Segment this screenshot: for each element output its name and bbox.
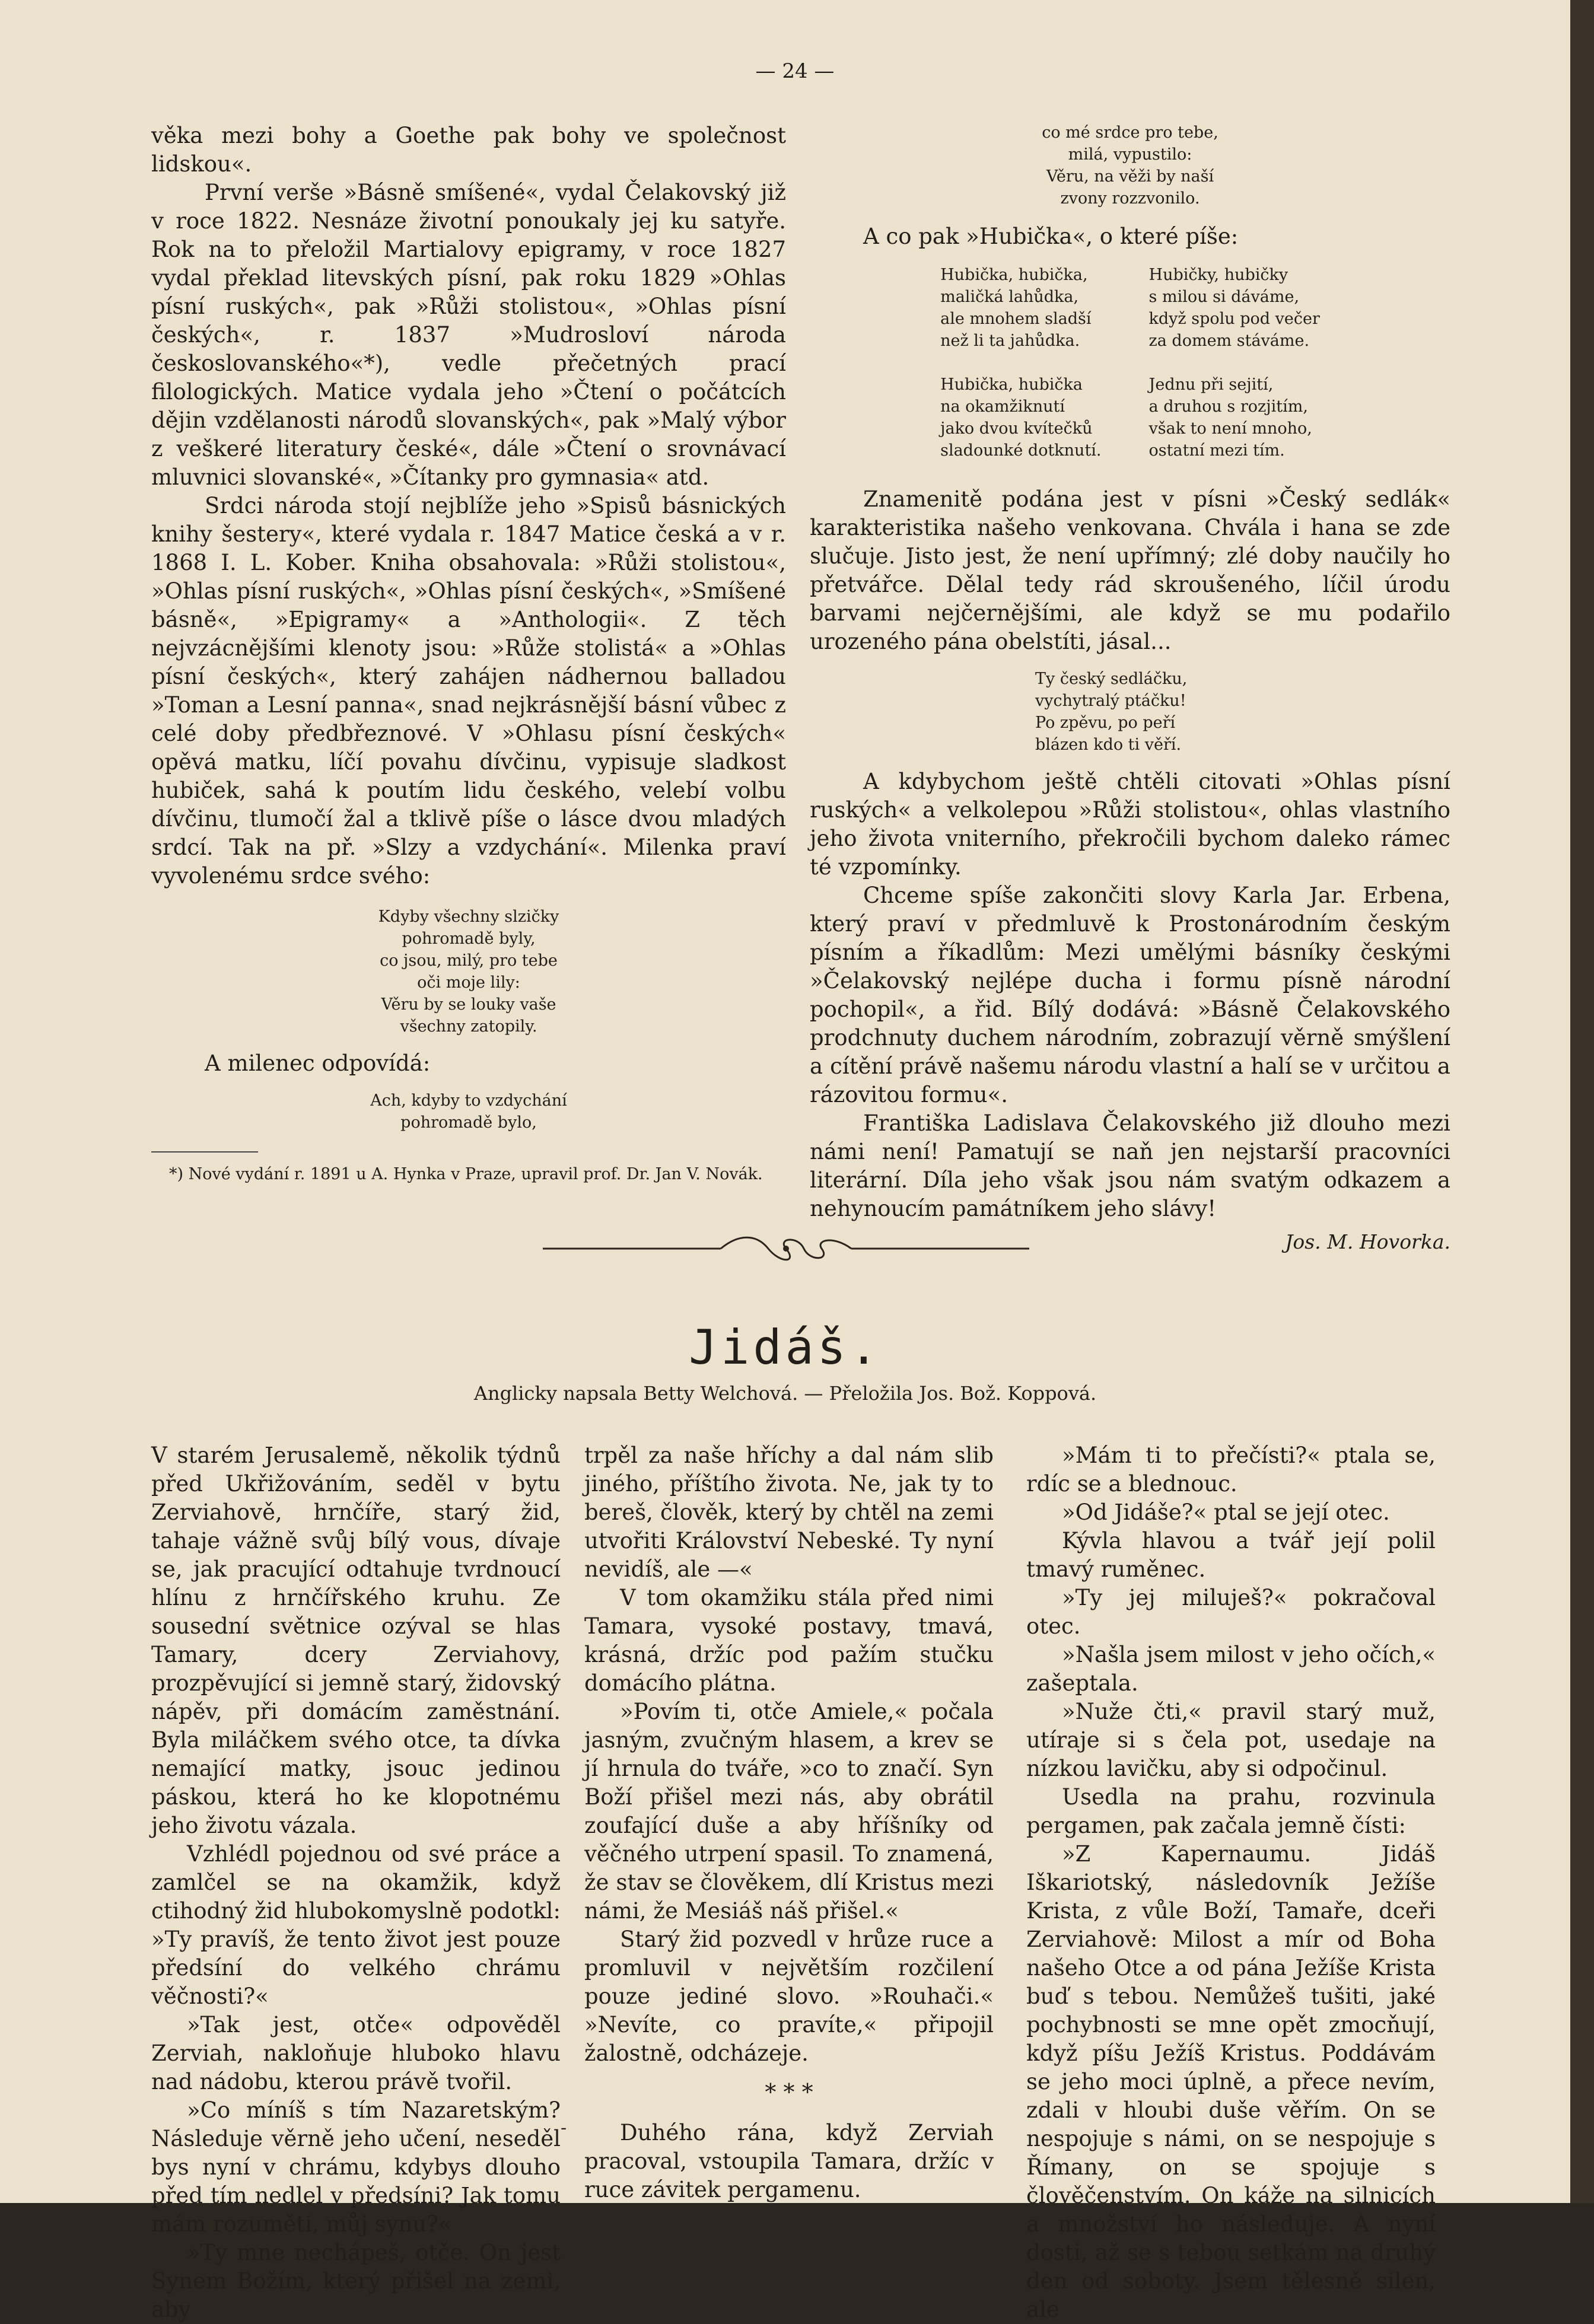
page-number: — 24 — [755,59,835,83]
poem-srdce [810,122,1450,209]
paragraph: Znamenitě podána jest v písni »Český sedlák« karakteristika našeho venkovana. Chvála i hana se zde slučuje. Jisto jest, že není upřímný; zlé doby naučily ho přetvářce. Dělal tedy rád skroušeného, líčil úrodu barvami nejčernějšími, ale když se mu podařilo urozeného pána obelstíti, jásal... [810,486,1450,654]
verse-line: s milou si dáváme, [1148,288,1300,306]
footnote: *) Nové vydání r. 1891 u A. Hynka v Praze, upravil prof. Dr. Jan V. Novák. [169,1165,763,1183]
author-signature: Jos. M. Hovorka. [1285,1230,1450,1253]
verse-line: milá, vypustilo: [1068,145,1192,164]
paragraph: »Nuže čti,« pravil starý muž, utíraje si s čela pot, usedaje na nízkou lavičku, aby si odpočinul. [1026,1699,1436,1781]
paragraph: »Od Jidáše?« ptal se její otec. [1062,1500,1390,1525]
paragraph: trpěl za naše hříchy a dal nám slib jiného, příštího života. Ne, jak ty to bereš, člověk, který by chtěl na zemi utvořiti Království Nebeské. Ty nyní nevidíš, ale —« [584,1443,994,1582]
paragraph: »Našla jsem milost v jeho očích,« zašeptala. [1026,1642,1436,1696]
verse-line: však to není mnoho, [1148,419,1312,438]
verse-line: ostatní mezi tím. [1148,441,1285,460]
paragraph: »Tak jest, otče« odpověděl Zerviah, nakloňuje hluboko hlavu nad nádobu, kterou právě tvořil. [151,2012,561,2094]
verse-line: co mé srdce pro tebe, [1042,123,1218,142]
paragraph: »Ty jej miluješ?« pokračoval otec. [1026,1585,1436,1639]
footnote-rule [151,1151,258,1153]
verse-line: oči moje lily: [417,973,520,992]
verse-line: sladounké dotknutí. [940,441,1102,460]
verse-line: maličká lahůdka, [940,288,1079,306]
paragraph: »Co míníš s tím Nazaretským? Následuje věrně jeho učení, neseděl bys nyní v chrámu, kdybys dlouho před tím nedlel v předsíni? Jak tomu mám rozuměti, můj synu?« [151,2097,561,2237]
verse-line: Ty český sedláčku, [1035,670,1188,688]
poem-hubicka-left [940,264,1101,461]
section-stars: * * * [765,2079,813,2105]
verse-line: jako dvou kvítečků [940,419,1093,438]
poem-slzy [151,906,786,1037]
paragraph: V starém Jerusalemě, několik týdnů před Ukřižováním, seděl v bytu Zerviahově, hrnčíře, starý žid, tahaje vážně svůj bílý vous, dívaje se, jak pracující odtahuje tvrdnoucí hlínu z hrnčířského kruhu. Ze sousední světnice ozýval se hlas Tamary, dcery Zerviahovy, prozpěvující si jemně starý, židovský nápěv, při domácím zaměstnání. Byla miláčkem svého otce, ta dívka nemající matky, jsouc jedinou páskou, která ho ke klopotnému jeho životu vázala. [151,1443,561,1838]
stanza-gap [1149,352,1320,374]
ornament-divider [543,1231,1029,1266]
paragraph: Starý žid pozvedl v hrůze ruce a promluvil v největším rozčilení pouze jediné slovo. »Rouhači.« »Nevíte, co pravíte,« připojil žalostně, odcházeje. [584,1927,994,2066]
poem-sedlak [1035,668,1450,756]
paragraph: Chceme spíše zakončiti slovy Karla Jar. Erbena, který praví v předmluvě k Prostonárodním českým písním a říkadlům: Mezi umělými básníky českými »Čelakovský nejlépe ducha i formu písně národní pochopil«, a řid. Bílý dodává: »Básně Čelakovského prodchnuty duchem národním, zobrazují věrně smýšlení a cítění právě našemu národu vlastní a halí se v určitou a rázovitou formu«. [810,883,1450,1107]
right-column [810,122,1450,1256]
verse-line: Jednu při sejití, [1148,375,1274,394]
story-byline: Anglicky napsala Betty Welchová. — Přeložila Jos. Bož. Koppová. [473,1382,1097,1405]
story-title: Jidáš. [689,1320,882,1375]
verse-line: za domem stáváme. [1148,332,1310,350]
paragraph: »Mám ti to přečísti?« ptala se, rdíc se a blednouc. [1026,1443,1436,1497]
paragraph: věka mezi bohy a Goethe pak bohy ve společnost lidskou«. [151,123,786,177]
paragraph: »Povím ti, otče Amiele,« počala jasným, zvučným hlasem, a krev se jí hrnula do tváře, »co to značí. Syn Boží přišel mezi nás, aby obrátil zoufající duše a aby hříšníky od věčného utrpení spasil. To znamená, že stav se člověkem, dlí Kristus mezi námi, že Mesiáš náš přišel.« [584,1699,994,1924]
paragraph: »Z Kapernaumu. Jidáš Iškariotský, následovník Ježíše Krista, z vůle Boží, Tamaře, dceři Zerviahově: Milost a mír od Boha našeho Otce a od pána Ježíše Krista buď s tebou. Nemůžeš tušiti, jaké pochybnosti se mne opět zmocňují, když píšu Ježíš Kristus. Poddávám se jeho moci úplně, a přece nevím, zdali v hloubi duše věřím. On se nespojuje s námi, on se nespojuje s Římany, on se spojuje s člověčenstvím. On káže na silnicích a množství ho následuje. A nyní dosti, až se s tebou setkám na druhý den od soboty. Jsem tělesně silen, ale [1026,1841,1436,2322]
verse-line: všechny zatopily. [400,1017,537,1036]
paragraph: První verše »Básně smíšené«, vydal Čelakovský již v roce 1822. Nesnáze životní ponoukaly jej ku satyře. Rok na to přeložil Martialovy epigramy, v roce 1827 vydal překlad litevských písní, pak roku 1829 »Ohlas písní ruských«, pak »Růži stolistou«, »Ohlas písní českých«, r. 1837 »Mudrosloví národa českoslovanského«*), vedle přečetných prací filologických. Matice vydala jeho »Čtení o počátcích dějin vzdělanosti národů slovanských«, pak »Malý výbor z veškeré literatury české«, dále »Čtení o srovnávací mluvnici slovanské«, »Čítanky pro gymnasia« atd. [151,180,786,490]
verse-line: co jsou, milý, pro tebe [380,951,558,970]
paragraph: Kývla hlavou a tvář její polil tmavý ruměnec. [1026,1528,1436,1582]
verse-line: pohromadě bylo, [400,1113,537,1132]
verse-line: než li ta jahůdka. [940,332,1080,350]
bottom-mark: - [561,2118,567,2138]
paragraph: Vzhlédl pojednou od své práce a zamlčel se na okamžik, když ctihodný žid hlubokomyslně podotkl: »Ty pravíš, že tento život jest pouze předsíní do velkého chrámu věčnosti?« [151,1841,561,2009]
left-column [151,122,786,1185]
verse-line: blázen kdo ti věří. [1035,736,1182,754]
verse-line: Věru, na věži by naší [1046,167,1214,186]
verse-line: když spolu pod večer [1148,310,1320,328]
verse-line: na okamžiknutí [940,397,1065,416]
verse-line: Věru by se louky vaše [381,995,556,1014]
paragraph: Duhého rána, když Zerviah pracoval, vstoupila Tamara, držíc v ruce závitek pergamenu. [584,2120,994,2202]
verse-line: Hubička, hubička, [940,266,1088,284]
story-column-3 [1026,1441,1436,2324]
paragraph: Srdci národa stojí nejblíže jeho »Spisů básnických knihy šestery«, které vydala r. 1847 Matice česká a v r. 1868 I. L. Kober. Kniha obsahovala: »Růži stolistou«, »Ohlas písní ruských«, »Ohlas písní českých«, »Smíšené básně«, »Epigramy« a »Anthologii«. Z těch nejvzácnějšími klenoty jsou: »Růže stolistá« a »Ohlas písní českých«, který zahájen nádhernou balladou »Toman a Lesní panna«, snad nejkrásnější básní vůbec z celé doby předbřeznové. V »Ohlasu písní českých« opěvá matku, líčí povahu dívčinu, vypisuje sladkost hubiček, sahá k poutím lidu českého, velebí volbu dívčinu, tlumočí žal a tklivě píše o lásce dvou mladých srdcí. Tak na př. »Slzy a vzdychání«. Milenka praví vyvolenému srdce svého: [151,493,786,889]
paragraph: V tom okamžiku stála před nimi Tamara, vysoké postavy, tmavá, krásná, držíc pod pažím stučku domácího plátna. [584,1585,994,1696]
page-edge [1570,0,1594,2203]
verse-line: Hubičky, hubičky [1148,266,1288,284]
paragraph: A co pak »Hubička«, o které píše: [863,224,1239,249]
poem-hubicka-right [1149,264,1320,461]
stanza-gap [940,352,1101,374]
poem-hubicka [810,264,1450,461]
verse-line: a druhou s rozjitím, [1148,397,1308,416]
paragraph: »Ty mne nechápeš, otče. On jest Synem Božím, který přišel na zemi, aby [151,2240,561,2322]
paragraph: A milenec odpovídá: [205,1050,431,1076]
verse-line: ale mnohem sladší [940,310,1092,328]
verse-line: Hubička, hubička [940,375,1083,394]
paragraph: A kdybychom ještě chtěli citovati »Ohlas písní ruských« a velkolepou »Růži stolistou«, ohlas vlastního jeho života vniterního, překročili bychom daleko rámec té vzpomínky. [810,769,1450,880]
verse-line: vychytralý ptáčku! [1035,692,1186,710]
verse-line: Ach, kdyby to vzdychání [370,1091,567,1110]
verse-line: Kdyby všechny slzičky [378,908,559,926]
story-column-1 [151,1441,561,2324]
verse-line: Po zpěvu, po peří [1035,714,1176,732]
verse-line: pohromadě byly, [402,929,536,948]
paragraph: Františka Ladislava Čelakovského již dlouho mezi námi není! Pamatují se naň jen nejstarší pracovníci literární. Díla jeho však jsou nám svatým odkazem a nehynoucím památníkem jeho slávy! [810,1110,1450,1221]
verse-line: zvony rozzvonilo. [1060,189,1200,208]
poem-vzdychani [151,1090,786,1134]
paragraph: Usedla na prahu, rozvinula pergamen, pak začala jemně čísti: [1026,1784,1436,1838]
story-column-2 [584,1441,994,2204]
